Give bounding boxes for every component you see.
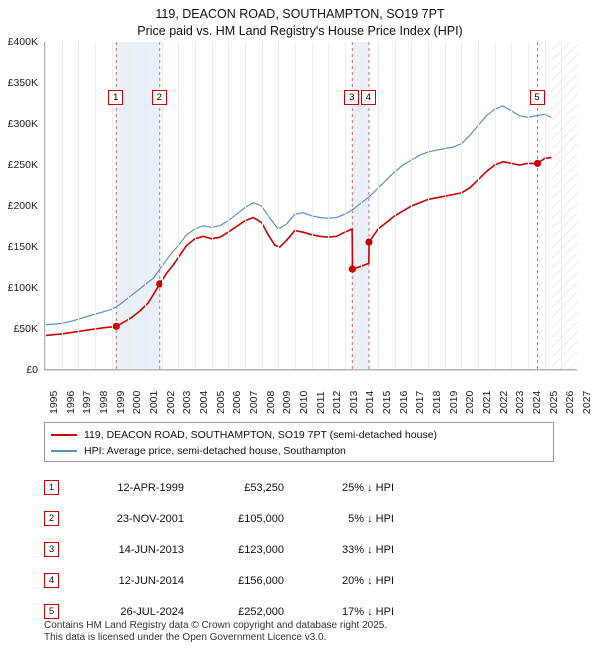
legend-swatch-hpi (51, 450, 77, 452)
x-tick-label: 2010 (297, 390, 310, 414)
x-gridline (378, 42, 379, 370)
sale-hpi-delta: 25% ↓ HPI (342, 481, 394, 494)
x-gridline (478, 42, 479, 370)
x-gridline (495, 42, 496, 370)
sale-index-badge: 1 (44, 480, 59, 495)
title-line-1: 119, DEACON ROAD, SOUTHAMPTON, SO19 7PT (155, 7, 445, 21)
sale-price: £123,000 (238, 543, 284, 556)
x-tick-label: 1999 (114, 390, 127, 414)
x-gridline (145, 42, 146, 370)
sale-marker-5: 5 (530, 90, 545, 105)
x-tick-label: 1998 (97, 390, 110, 414)
x-tick-label: 2015 (381, 390, 394, 414)
x-tick-label: 2023 (514, 390, 527, 414)
table-row (44, 534, 444, 565)
x-tick-label: 2025 (547, 390, 560, 414)
sale-date: 12-APR-1999 (117, 481, 184, 494)
y-tick-label: £0 (26, 364, 38, 376)
sale-marker-2: 2 (152, 90, 167, 105)
sale-price: £53,250 (244, 481, 284, 494)
x-gridline (312, 42, 313, 370)
sale-index-badge: 3 (44, 542, 59, 557)
x-tick-label: 2006 (231, 390, 244, 414)
x-tick-label: 2016 (397, 390, 410, 414)
x-gridline (545, 42, 546, 370)
x-tick-label: 2022 (497, 390, 510, 414)
x-gridline (511, 42, 512, 370)
x-tick-label: 2019 (447, 390, 460, 414)
page-title (0, 0, 600, 40)
chart-legend (44, 422, 554, 462)
x-gridline (62, 42, 63, 370)
sale-date: 26-JUL-2024 (120, 605, 184, 618)
x-tick-label: 2018 (431, 390, 444, 414)
sale-marker-3: 3 (344, 90, 359, 105)
y-tick-label: £150K (7, 241, 38, 253)
x-gridline (228, 42, 229, 370)
sale-marker-4: 4 (361, 90, 376, 105)
y-tick-label: £350K (7, 77, 38, 89)
plot-area (44, 42, 577, 370)
y-tick-label: £250K (7, 159, 38, 171)
table-row (44, 472, 444, 503)
y-tick-label: £300K (7, 118, 38, 130)
sale-hpi-delta: 17% ↓ HPI (342, 605, 394, 618)
x-tick-label: 2014 (364, 390, 377, 414)
legend-label-property: 119, DEACON ROAD, SOUTHAMPTON, SO19 7PT (semi-detached house) (84, 429, 438, 441)
sale-price: £252,000 (238, 605, 284, 618)
y-tick-label: £400K (7, 36, 38, 48)
x-gridline (128, 42, 129, 370)
x-gridline (428, 42, 429, 370)
footer (44, 620, 584, 644)
x-tick-label: 2024 (531, 390, 544, 414)
x-gridline (212, 42, 213, 370)
chart (0, 36, 600, 414)
x-gridline (245, 42, 246, 370)
x-gridline (328, 42, 329, 370)
x-tick-label: 2009 (281, 390, 294, 414)
sale-date: 23-NOV-2001 (116, 512, 184, 525)
sale-date: 12-JUN-2014 (118, 574, 184, 587)
x-gridline (461, 42, 462, 370)
legend-swatch-property (51, 434, 77, 436)
x-gridline (45, 42, 46, 370)
x-tick-label: 1997 (81, 390, 94, 414)
x-gridline (262, 42, 263, 370)
x-tick-label: 2001 (147, 390, 160, 414)
x-tick-label: 2026 (564, 390, 577, 414)
x-gridline (178, 42, 179, 370)
x-gridline (295, 42, 296, 370)
y-tick-label: £100K (7, 282, 38, 294)
x-gridline (95, 42, 96, 370)
x-gridline (278, 42, 279, 370)
x-tick-label: 2002 (164, 390, 177, 414)
x-tick-label: 2012 (331, 390, 344, 414)
x-gridline (561, 42, 562, 370)
x-tick-label: 2005 (214, 390, 227, 414)
sale-date: 14-JUN-2013 (118, 543, 184, 556)
x-tick-label: 1996 (64, 390, 77, 414)
footer-line-1: Contains HM Land Registry data © Crown copyright and database right 2025. (44, 620, 388, 631)
x-tick-label: 2017 (414, 390, 427, 414)
x-tick-label: 2003 (181, 390, 194, 414)
table-row (44, 565, 444, 596)
x-axis (44, 372, 593, 418)
x-tick-label: 2008 (264, 390, 277, 414)
y-gridline (44, 370, 577, 371)
sale-hpi-delta: 33% ↓ HPI (342, 543, 394, 556)
x-tick-label: 2000 (131, 390, 144, 414)
sale-hpi-delta: 20% ↓ HPI (342, 574, 394, 587)
title-line-2: Price paid vs. HM Land Registry's House Price Index (HPI) (137, 24, 463, 38)
x-tick-label: 2004 (197, 390, 210, 414)
x-gridline (395, 42, 396, 370)
x-tick-label: 2021 (481, 390, 494, 414)
x-tick-label: 2027 (581, 390, 593, 414)
sale-index-badge: 2 (44, 511, 59, 526)
sale-hpi-delta: 5% ↓ HPI (348, 512, 394, 525)
x-tick-label: 2013 (347, 390, 360, 414)
sales-table (44, 472, 444, 627)
legend-label-hpi: HPI: Average price, semi-detached house, Southampton (84, 445, 346, 457)
sale-index-badge: 5 (44, 604, 59, 619)
footer-line-2: This data is licensed under the Open Government Licence v3.0. (44, 632, 327, 643)
x-tick-label: 2011 (314, 391, 327, 414)
sale-marker-1: 1 (108, 90, 123, 105)
sale-price: £105,000 (238, 512, 284, 525)
x-gridline (411, 42, 412, 370)
sale-price: £156,000 (238, 574, 284, 587)
legend-item-property (51, 428, 547, 442)
x-gridline (78, 42, 79, 370)
y-tick-label: £200K (7, 200, 38, 212)
x-tick-label: 2020 (464, 390, 477, 414)
x-gridline (195, 42, 196, 370)
sale-index-badge: 4 (44, 573, 59, 588)
x-gridline (445, 42, 446, 370)
x-tick-label: 1995 (48, 390, 60, 414)
x-tick-label: 2007 (247, 390, 260, 414)
table-row (44, 503, 444, 534)
y-tick-label: £50K (13, 323, 38, 335)
legend-item-hpi (51, 444, 547, 458)
